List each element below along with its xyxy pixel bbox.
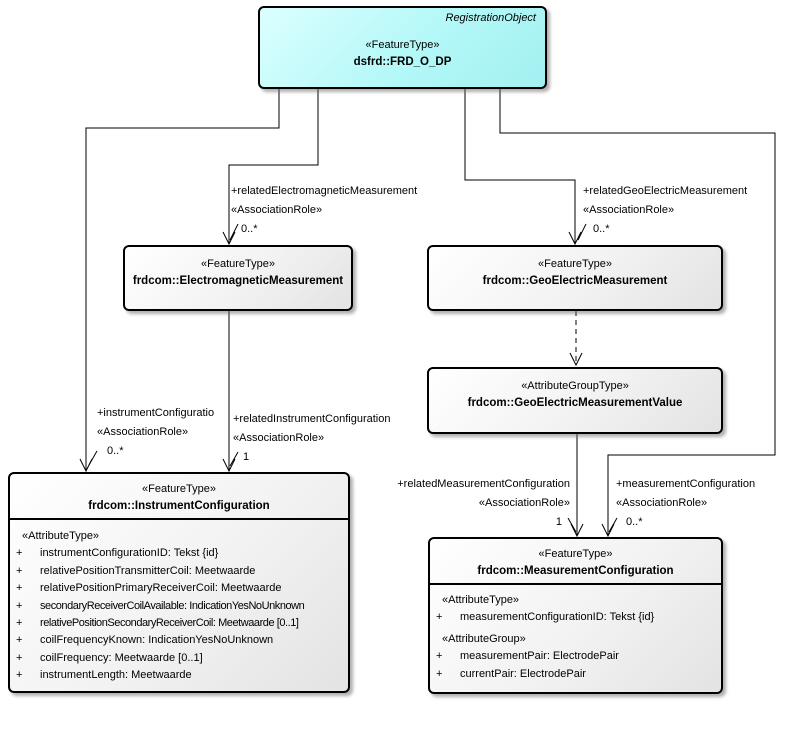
association-role: +instrumentConfiguratio <box>97 407 215 419</box>
association-multiplicity: 0..* <box>593 223 610 235</box>
association-role: +measurementConfiguration <box>616 478 756 490</box>
class-geo-electric-measurement-value[interactable] <box>427 367 723 434</box>
class-geo-electric-measurement[interactable] <box>427 245 723 311</box>
visibility-public-icon: + <box>16 634 23 647</box>
attribute-text: instrumentConfigurationID: Tekst {id} <box>40 547 219 560</box>
association-multiplicity: 1 <box>555 516 562 528</box>
attribute-row[interactable] <box>10 598 348 615</box>
association-multiplicity: 0..* <box>626 516 643 528</box>
class-name: frdcom::GeoElectricMeasurement <box>482 275 668 287</box>
association-label-instrument-configuration <box>97 408 214 465</box>
attribute-row[interactable] <box>10 667 348 684</box>
visibility-public-icon: + <box>16 564 23 577</box>
visibility-public-icon: + <box>436 650 443 663</box>
stereotype-label: «AttributeGroupType» <box>521 380 629 392</box>
stereotype-label: «FeatureType» <box>365 39 440 51</box>
association-label-measurement-configuration <box>616 479 755 536</box>
attribute-row[interactable] <box>10 632 348 649</box>
association-multiplicity: 1 <box>243 451 250 463</box>
class-frd-o-dp[interactable] <box>258 6 547 89</box>
attribute-row[interactable] <box>10 650 348 667</box>
connector-frdodp-geoelectricmeasurement <box>465 89 575 243</box>
association-role: +relatedInstrumentConfiguration <box>233 413 391 425</box>
attribute-text: measurementPair: ElectrodePair <box>460 650 619 663</box>
association-label-related-instrument-configuration <box>233 414 390 471</box>
attribute-row[interactable] <box>10 545 348 562</box>
stereotype-label: «FeatureType» <box>142 483 216 495</box>
class-instrument-configuration[interactable] <box>8 472 350 693</box>
attribute-section-header: «AttributeType» <box>22 530 100 542</box>
association-stereotype: «AssociationRole» <box>583 204 675 216</box>
attribute-text: instrumentLength: Meetwaarde <box>40 669 192 682</box>
attribute-text: coilFrequency: Meetwaarde [0..1] <box>40 651 203 664</box>
visibility-public-icon: + <box>16 669 23 682</box>
stereotype-label: «FeatureType» <box>538 258 612 270</box>
label-tick <box>89 451 97 465</box>
class-name: frdcom::ElectromagneticMeasurement <box>132 275 344 287</box>
visibility-public-icon: + <box>16 617 23 630</box>
association-multiplicity: 0..* <box>241 223 258 235</box>
attribute-row[interactable] <box>10 580 348 597</box>
visibility-public-icon: + <box>436 667 443 680</box>
class-name: dsfrd::FRD_O_DP <box>353 56 452 68</box>
visibility-public-icon: + <box>436 611 443 624</box>
attribute-text: relativePositionPrimaryReceiverCoil: Meetwaarde <box>40 582 282 595</box>
attribute-text: relativePositionSecondaryReceiverCoil: Meetwaarde [0..1] <box>40 617 299 630</box>
visibility-public-icon: + <box>16 651 23 664</box>
association-stereotype: «AssociationRole» <box>478 497 570 509</box>
compartment-divider <box>430 583 721 585</box>
attribute-text: coilFrequencyKnown: IndicationYesNoUnknown <box>40 634 274 647</box>
attribute-section-header: «AttributeType» <box>442 594 520 606</box>
class-measurement-configuration[interactable] <box>428 537 723 694</box>
association-role: +relatedMeasurementConfiguration <box>397 478 570 490</box>
association-stereotype: «AssociationRole» <box>231 204 323 216</box>
association-stereotype: «AssociationRole» <box>97 426 189 438</box>
attribute-row[interactable] <box>10 615 348 632</box>
attribute-row[interactable] <box>430 609 721 626</box>
attribute-text: measurementConfigurationID: Tekst {id} <box>460 611 655 624</box>
association-multiplicity: 0..* <box>107 445 124 457</box>
class-electromagnetic-measurement[interactable] <box>123 245 353 311</box>
visibility-public-icon: + <box>16 599 23 612</box>
association-label-related-geo-electric-measurement <box>583 186 747 243</box>
stereotype-label: «FeatureType» <box>538 548 613 560</box>
association-label-related-measurement-configuration <box>397 479 570 536</box>
association-label-related-electromagnetic-measurement <box>231 186 417 243</box>
connector-frdodp-measurementconfiguration <box>500 89 775 535</box>
association-stereotype: «AssociationRole» <box>233 432 325 444</box>
association-role: +relatedElectromagneticMeasurement <box>231 185 418 197</box>
attribute-text: currentPair: ElectrodePair <box>460 667 586 680</box>
stereotype-label: «FeatureType» <box>201 258 275 270</box>
visibility-public-icon: + <box>16 547 23 560</box>
attribute-row[interactable] <box>430 666 721 683</box>
class-name: frdcom::GeoElectricMeasurementValue <box>467 397 683 409</box>
visibility-public-icon: + <box>16 582 23 595</box>
class-name: frdcom::MeasurementConfiguration <box>477 565 674 577</box>
association-role: +relatedGeoElectricMeasurement <box>583 185 748 197</box>
compartment-divider <box>10 518 348 520</box>
attribute-text: relativePositionTransmitterCoil: Meetwaarde <box>40 564 256 577</box>
attribute-text: secondaryReceiverCoilAvailable: IndicationYesNoUnknown <box>40 599 305 612</box>
association-stereotype: «AssociationRole» <box>616 497 708 509</box>
attribute-row[interactable] <box>430 648 721 665</box>
class-name: frdcom::InstrumentConfiguration <box>88 500 270 512</box>
attribute-section-header: «AttributeGroup» <box>442 632 526 645</box>
class-annotation-registrationobject: RegistrationObject <box>445 12 536 24</box>
attribute-row[interactable] <box>10 563 348 580</box>
